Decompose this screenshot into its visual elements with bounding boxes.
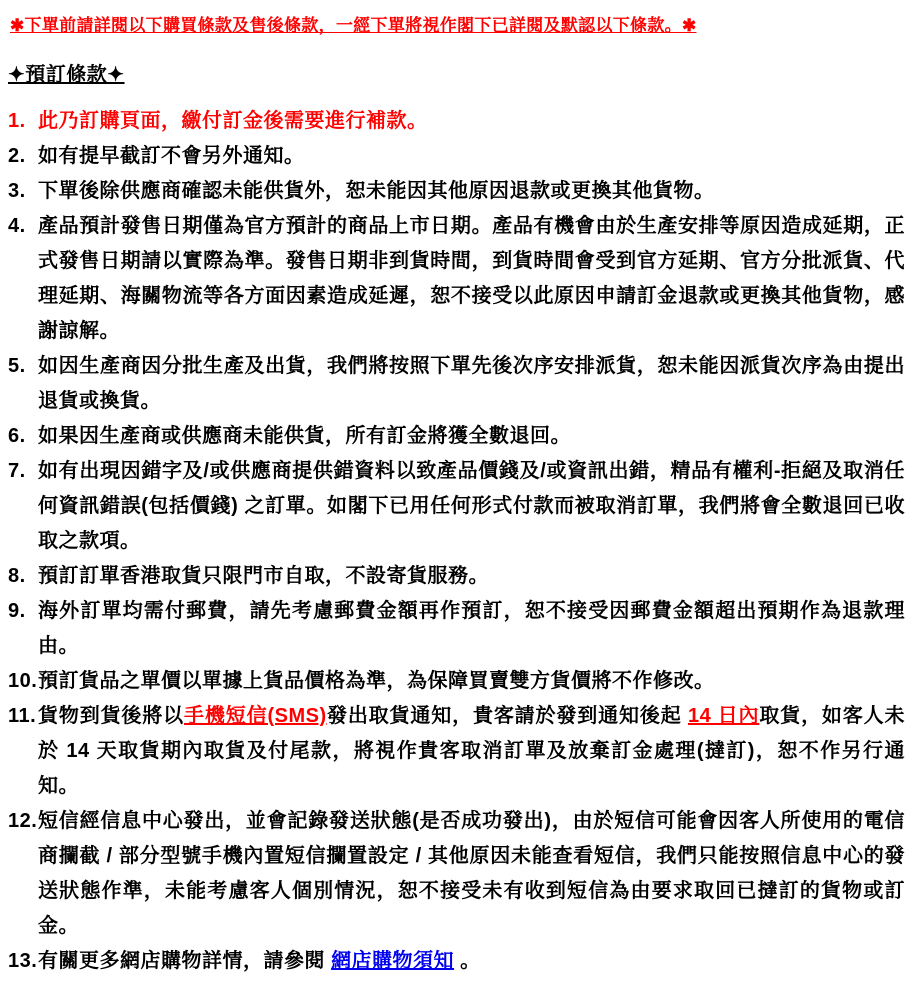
term-item-1 (8, 104, 905, 139)
term-item-9 (8, 594, 905, 664)
term-item-7 (8, 454, 905, 559)
purchase-notice-heading: ✱下單前請詳閱以下購買條款及售後條款，一經下單將視作閣下已詳閱及默認以下條款。✱ (10, 16, 697, 35)
term-number: 8. (8, 565, 26, 587)
term-item-8 (8, 559, 905, 594)
term-number: 10. (8, 670, 38, 692)
shop-guide-link[interactable]: 網店購物須知 (331, 950, 455, 972)
term-text: 海外訂單均需付郵費，請先考慮郵費金額再作預訂，恕不接受因郵費金額超出預期作為退款理由。 (38, 600, 905, 657)
term-item-2 (8, 139, 905, 174)
term-text: 取貨，如客人未於 14 天取貨期內取貨及付尾款，將視作貴客取消訂單及放棄訂金處理(撻訂)，恕不作另行通知。 (38, 705, 906, 797)
pickup-deadline-highlight: 14 日內 (687, 705, 760, 727)
term-text: 如果因生產商或供應商未能供貨，所有訂金將獲全數退回。 (38, 425, 571, 447)
term-text: 此乃訂購頁面，繳付訂金後需要進行補款。 (38, 110, 428, 132)
term-text: 如有出現因錯字及/或供應商提供錯資料以致產品價錢及/或資訊出錯，精品有權利-拒絕及取消任何資訊錯誤(包括價錢) 之訂單。如閣下已用任何形式付款而被取消訂單，我們將會全數退回已收取之款項。 (38, 460, 905, 552)
term-text: 。 (454, 950, 481, 972)
term-item-11 (8, 699, 905, 804)
term-text: 如因生產商因分批生產及出貨，我們將按照下單先後次序安排派貨，恕未能因派貨次序為由提出退貨或換貨。 (38, 355, 905, 412)
term-item-10 (8, 664, 905, 699)
term-item-12 (8, 804, 905, 944)
term-number: 5. (8, 355, 26, 377)
term-text: 預訂訂單香港取貨只限門市自取，不設寄貨服務。 (38, 565, 489, 587)
term-text: 有關更多網店購物詳情，請參閱 (38, 950, 332, 972)
term-number: 4. (8, 215, 26, 237)
term-number: 3. (8, 180, 26, 202)
term-text: 發出取貨通知，貴客請於發到通知後起 (326, 705, 688, 727)
preorder-terms-heading: ✦預訂條款✦ (8, 64, 125, 86)
term-number: 1. (8, 110, 26, 132)
term-number: 13. (8, 950, 38, 972)
terms-list (8, 104, 905, 979)
term-text: 預訂貨品之單價以單據上貨品價格為準，為保障買賣雙方貨價將不作修改。 (38, 670, 715, 692)
term-item-5 (8, 349, 905, 419)
term-text: 貨物到貨後將以 (38, 705, 185, 727)
term-number: 12. (8, 810, 38, 832)
term-number: 2. (8, 145, 26, 167)
term-number: 6. (8, 425, 26, 447)
term-text: 短信經信息中心發出，並會記錄發送狀態(是否成功發出)，由於短信可能會因客人所使用的電信商攔截 / 部分型號手機內置短信攔置設定 / 其他原因未能查看短信，我們只能按照信息中心的發送狀態作準，未能考慮客人個別情況，恕不接受未有收到短信為由要求取回已撻訂的貨物或訂金。 (38, 810, 905, 937)
term-number: 11. (8, 705, 37, 727)
term-text: 下單後除供應商確認未能供貨外，恕未能因其他原因退款或更換其他貨物。 (38, 180, 715, 202)
term-text: 如有提早截訂不會另外通知。 (38, 145, 305, 167)
sms-notice-highlight: 手機短信(SMS) (184, 705, 327, 727)
term-item-4 (8, 209, 905, 349)
term-item-3 (8, 174, 905, 209)
term-number: 7. (8, 460, 26, 482)
term-number: 9. (8, 600, 26, 622)
term-item-6 (8, 419, 905, 454)
term-text: 產品預計發售日期僅為官方預計的商品上市日期。產品有機會由於生產安排等原因造成延期，正式發售日期請以實際為準。發售日期非到貨時間，到貨時間會受到官方延期、官方分批派貨、代理延期、海關物流等各方面因素造成延遲，恕不接受以此原因申請訂金退款或更換其他貨物，感謝諒解。 (38, 215, 905, 342)
term-item-13 (8, 944, 905, 979)
